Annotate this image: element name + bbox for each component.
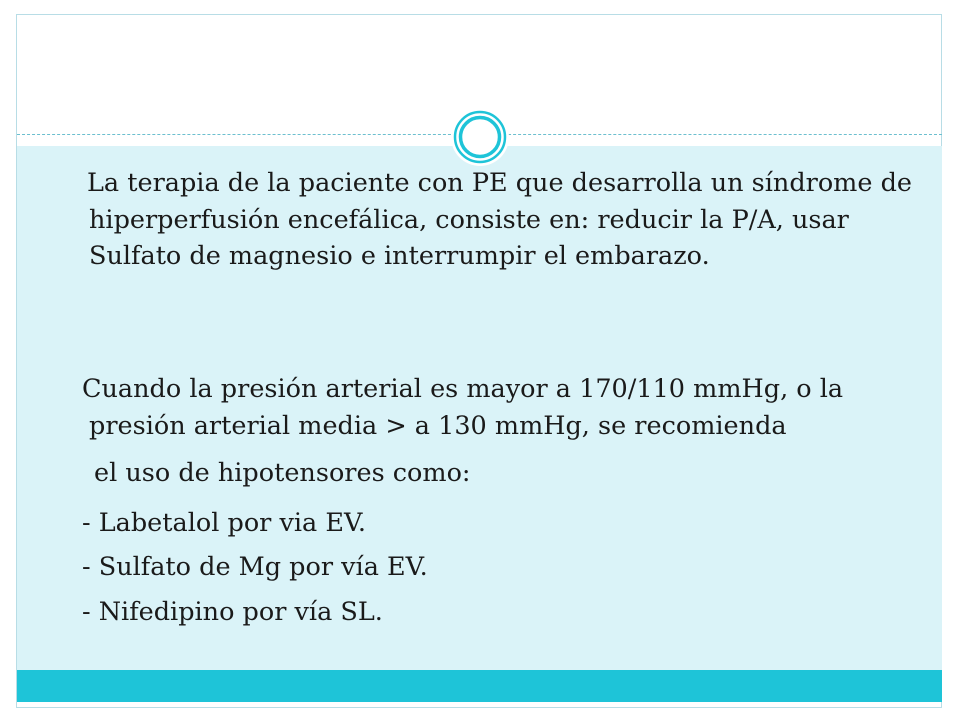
list-item-nifedipine: - Nifedipino por vía SL. [82, 597, 383, 627]
blood-pressure-paragraph: Cuando la presión arterial es mayor a 170/110 mmHg, o la presión arterial media > a 130 mmHg, se recomienda [82, 374, 844, 441]
list-item-labetalol: - Labetalol por via EV. [82, 508, 367, 538]
hypotensives-intro-line: el uso de hipotensores como: [94, 458, 471, 488]
bottom-accent-bar [17, 670, 942, 702]
circle-ornament-icon [449, 106, 511, 168]
list-item-magnesium-sulfate: - Sulfato de Mg por vía EV. [82, 552, 428, 582]
therapy-paragraph: La terapia de la paciente con PE que desarrolla un síndrome de hiperperfusión encefálica, consiste en: reducir la P/A, usar Sulfato de magnesio e interrumpir el embarazo. [87, 168, 912, 271]
